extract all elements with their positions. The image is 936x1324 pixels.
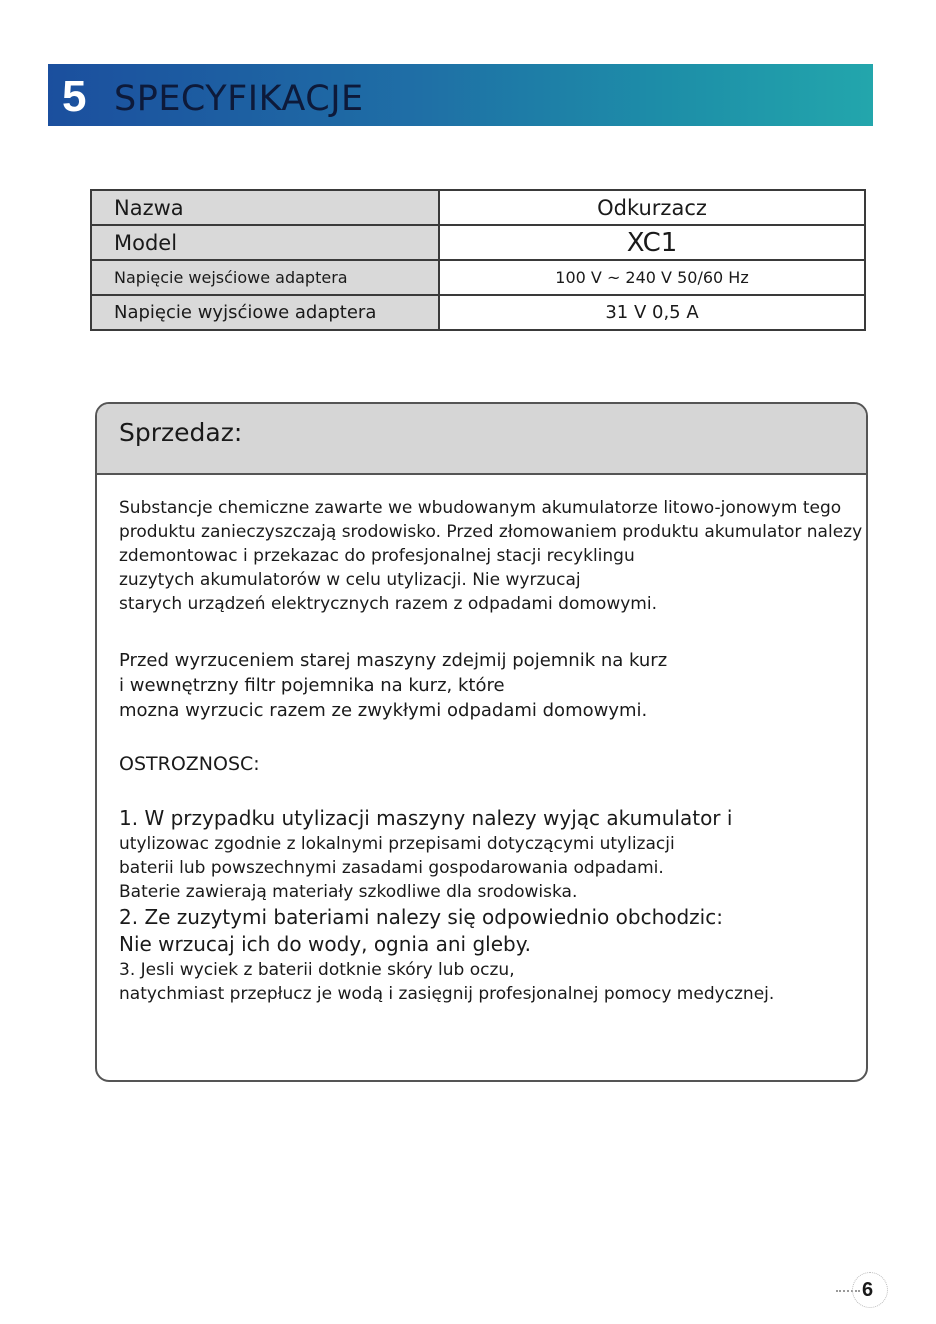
text-line: natychmiast przepłucz je wodą i zasięgnij profesjonalnej pomocy medycznej. xyxy=(119,984,775,1004)
text-line: zdemontowac i przekazac do profesjonalnej stacji recyklingu xyxy=(119,546,635,566)
text-line: Substancje chemiczne zawarte we wbudowanym akumulatorze litowo-jonowym tego xyxy=(119,498,842,518)
spec-label-name: Nazwa xyxy=(91,190,439,225)
dust-container-paragraph xyxy=(119,648,868,723)
page-number: 6 xyxy=(862,1279,874,1301)
section-title: SPECYFIKACJE xyxy=(114,79,364,119)
warning-heading: OSTROZNOSC: xyxy=(119,753,260,775)
notice-box-body xyxy=(119,496,868,1006)
text-line: produktu zanieczyszczają srodowisko. Przed złomowaniem produktu akumulator nalezy xyxy=(119,522,863,542)
spec-label-output-voltage: Napięcie wyjsćiowe adaptera xyxy=(91,295,439,330)
disposal-notice-box xyxy=(95,402,868,1082)
specification-table xyxy=(90,189,866,331)
spec-value-input-voltage: 100 V ~ 240 V 50/60 Hz xyxy=(439,260,865,295)
spec-value-name: Odkurzacz xyxy=(439,190,865,225)
table-row xyxy=(91,295,865,330)
spec-label-input-voltage: Napięcie wejsćiowe adaptera xyxy=(91,260,439,295)
text-line: baterii lub powszechnymi zasadami gospodarowania odpadami. xyxy=(119,858,664,878)
text-line: 3. Jesli wyciek z baterii dotknie skóry lub oczu, xyxy=(119,960,515,980)
text-line: Przed wyrzuceniem starej maszyny zdejmij pojemnik na kurz xyxy=(119,650,668,671)
text-line: Nie wrzucaj ich do wody, ognia ani gleby. xyxy=(119,932,532,956)
table-row xyxy=(91,190,865,225)
text-line: mozna wyrzucic razem ze zwykłymi odpadami domowymi. xyxy=(119,700,648,721)
text-line: 2. Ze zuzytymi bateriami nalezy się odpowiednio obchodzic: xyxy=(119,905,723,929)
text-line: zuzytych akumulatorów w celu utylizacji. Nie wyrzucaj xyxy=(119,570,581,590)
spec-value-output-voltage: 31 V 0,5 A xyxy=(439,295,865,330)
notice-box-header xyxy=(97,404,866,475)
text-line: Baterie zawierają materiały szkodliwe dla srodowiska. xyxy=(119,882,578,902)
section-number: 5 xyxy=(62,72,87,121)
table-row xyxy=(91,260,865,295)
text-line: starych urządzeń elektrycznych razem z odpadami domowymi. xyxy=(119,594,657,614)
spec-label-model: Model xyxy=(91,225,439,260)
spec-value-model: XC1 xyxy=(439,225,865,260)
text-line: 1. W przypadku utylizacji maszyny nalezy wyjąc akumulator i xyxy=(119,806,733,830)
text-line: i wewnętrzny filtr pojemnika na kurz, które xyxy=(119,675,505,696)
battery-warning-paragraph xyxy=(119,805,868,1006)
notice-box-title: Sprzedaz: xyxy=(119,418,243,447)
table-row xyxy=(91,225,865,260)
text-line: utylizowac zgodnie z lokalnymi przepisami dotyczącymi utylizacji xyxy=(119,834,675,854)
chemical-notice-paragraph xyxy=(119,496,868,616)
